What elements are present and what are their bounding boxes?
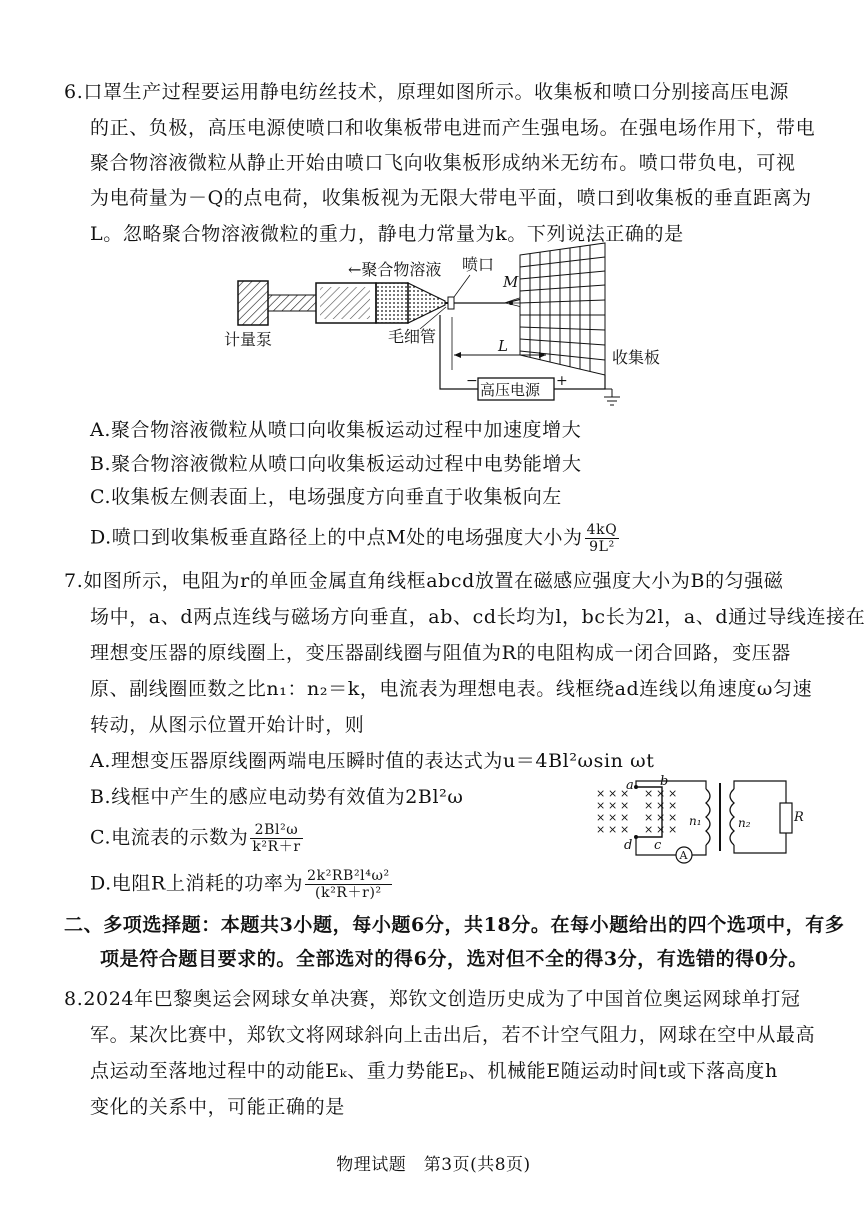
- label-c: c: [654, 838, 662, 853]
- label-M: M: [503, 273, 519, 291]
- svg-text:×: ×: [668, 823, 678, 836]
- svg-text:×: ×: [596, 811, 606, 824]
- svg-text:×: ×: [596, 799, 606, 812]
- svg-text:×: ×: [656, 811, 666, 824]
- svg-text:×: ×: [668, 787, 678, 800]
- q7-option-a: A.理想变压器原线圈两端电压瞬时值的表达式为u＝4Bl²ωsin ωt: [90, 750, 655, 772]
- q6-option-b: B.聚合物溶液微粒从喷口向收集板运动过程中电势能增大: [90, 453, 582, 475]
- magnetic-field-crosses: [596, 787, 677, 836]
- svg-text:×: ×: [644, 787, 654, 800]
- point-M: [509, 301, 513, 305]
- label-b: b: [660, 774, 669, 789]
- svg-text:×: ×: [644, 799, 654, 812]
- label-R: R: [794, 810, 804, 825]
- q6-line-3: 聚合物溶液微粒从静止开始由喷口飞向收集板形成纳米无纺布。喷口带负电，可视: [90, 152, 796, 174]
- svg-text:×: ×: [620, 823, 630, 836]
- svg-text:×: ×: [668, 811, 678, 824]
- q7-line-4: 原、副线圈匝数之比n₁：n₂＝k，电流表为理想电表。线框绕ad连线以角速度ω匀速: [90, 678, 813, 700]
- svg-text:×: ×: [620, 799, 630, 812]
- label-pump: 计量泵: [224, 330, 273, 349]
- q7-c-fraction: $\frac{\text{2Bl²ω}}{\text{k²R＋r}}$: [252, 822, 301, 855]
- svg-text:×: ×: [596, 823, 606, 836]
- svg-text:×: ×: [608, 811, 618, 824]
- ground-symbol: [604, 397, 620, 405]
- label-nozzle: 喷口: [462, 255, 495, 274]
- q7-line-2: 场中，a、d两点连线与磁场方向垂直，ab、cd长均为l，bc长为2l，a、d通过导线连接在: [90, 606, 866, 628]
- q6-line-5: L。忽略聚合物溶液微粒的重力，静电力常量为k。下列说法正确的是: [90, 223, 684, 245]
- svg-text:×: ×: [608, 799, 618, 812]
- label-n2: n₂: [738, 816, 751, 830]
- q7-option-c: C.电流表的示数为 $\frac{\text{2Bl²ω}}{\text{k²R＋r}}$: [90, 822, 301, 855]
- plunger-rod: [268, 295, 316, 311]
- label-source: 高压电源: [480, 381, 541, 399]
- q8-line-2: 军。某次比赛中，郑钦文将网球斜向上击出后，若不计空气阻力，网球在空中从最高: [90, 1024, 816, 1046]
- svg-text:×: ×: [608, 787, 618, 800]
- svg-text:×: ×: [668, 799, 678, 812]
- svg-text:×: ×: [644, 811, 654, 824]
- label-minus: −: [466, 373, 478, 389]
- svg-text:×: ×: [620, 787, 630, 800]
- svg-text:×: ×: [656, 799, 666, 812]
- label-L: L: [498, 337, 508, 355]
- primary-coil: [706, 789, 710, 845]
- secondary-coil: [730, 789, 734, 845]
- q8-line-1: 8.2024年巴黎奥运会网球女单决赛，郑钦文创造历史成为了中国首位奥运网球单打冠: [64, 988, 801, 1010]
- section2-heading-line1: 二、多项选择题：本题共3小题，每小题6分，共18分。在每小题给出的四个选项中，有多: [64, 914, 845, 936]
- q6-option-c: C.收集板左侧表面上，电场强度方向垂直于收集板向左: [90, 486, 562, 508]
- section2-heading-line2: 项是符合题目要求的。全部选对的得6分，选对但不全的得3分，有选错的得0分。: [100, 948, 808, 970]
- svg-text:×: ×: [656, 823, 666, 836]
- label-capillary: 毛细管: [388, 327, 437, 346]
- svg-text:×: ×: [656, 787, 666, 800]
- label-solution: ←聚合物溶液: [348, 260, 442, 279]
- q7-line-5: 转动，从图示位置开始计时，则: [90, 714, 365, 736]
- q7-d-fraction: $\frac{\text{2k²RB²l⁴ω²}}{\text{(k²R＋r)²}}$: [307, 868, 390, 901]
- q7-option-b: B.线框中产生的感应电动势有效值为2Bl²ω: [90, 786, 464, 808]
- q7-line-3: 理想变压器的原线圈上，变压器副线圈与阻值为R的电阻构成一闭合回路，变压器: [90, 642, 791, 664]
- q6-line-4: 为电荷量为－Q的点电荷，收集板视为无限大带电平面，喷口到收集板的垂直距离为: [90, 187, 812, 209]
- svg-text:×: ×: [620, 811, 630, 824]
- q8-line-3: 点运动至落地过程中的动能Eₖ、重力势能Eₚ、机械能E随运动时间t或下落高度h: [90, 1060, 778, 1082]
- svg-text:A: A: [679, 849, 688, 862]
- electrospinning-figure: [220, 245, 661, 415]
- solution-chamber: [376, 283, 408, 323]
- label-collector: 收集板: [612, 348, 661, 367]
- q7-option-d: D.电阻R上消耗的功率为 $\frac{\text{2k²RB²l⁴ω²}}{\text{(k²R＋r)²}}$: [90, 868, 390, 901]
- svg-text:×: ×: [596, 787, 606, 800]
- svg-text:×: ×: [608, 823, 618, 836]
- q6-d-fraction: $\frac{4kQ}{\text{9L²}}$: [586, 522, 618, 555]
- q8-line-4: 变化的关系中，可能正确的是: [90, 1096, 345, 1118]
- resistor-R: [780, 803, 792, 833]
- q6-line-1: 6.口罩生产过程要运用静电纺丝技术，原理如图所示。收集板和喷口分别接高压电源: [64, 81, 789, 103]
- label-n1: n₁: [689, 814, 702, 828]
- q6-option-d: D.喷口到收集板垂直路径上的中点M处的电场强度大小为 $\frac{4kQ}{\text{9L²}}$: [90, 522, 618, 555]
- q6-option-a: A.聚合物溶液微粒从喷口向收集板运动过程中加速度增大: [90, 419, 582, 441]
- nozzle: [448, 297, 454, 309]
- q7-line-1: 7.如图所示，电阻为r的单匝金属直角线框abcd放置在磁感应强度大小为B的匀强磁: [64, 570, 784, 592]
- svg-text:×: ×: [644, 823, 654, 836]
- label-plus: +: [556, 373, 568, 389]
- q6-line-2: 的正、负极，高压电源使喷口和收集板带电进而产生强电场。在强电场作用下，带电: [90, 117, 816, 139]
- pump-box: [238, 281, 268, 325]
- label-a: a: [626, 778, 634, 793]
- label-d: d: [624, 838, 633, 853]
- page-footer: 物理试题 第3页(共8页): [336, 1155, 531, 1175]
- transformer-figure: [590, 775, 815, 870]
